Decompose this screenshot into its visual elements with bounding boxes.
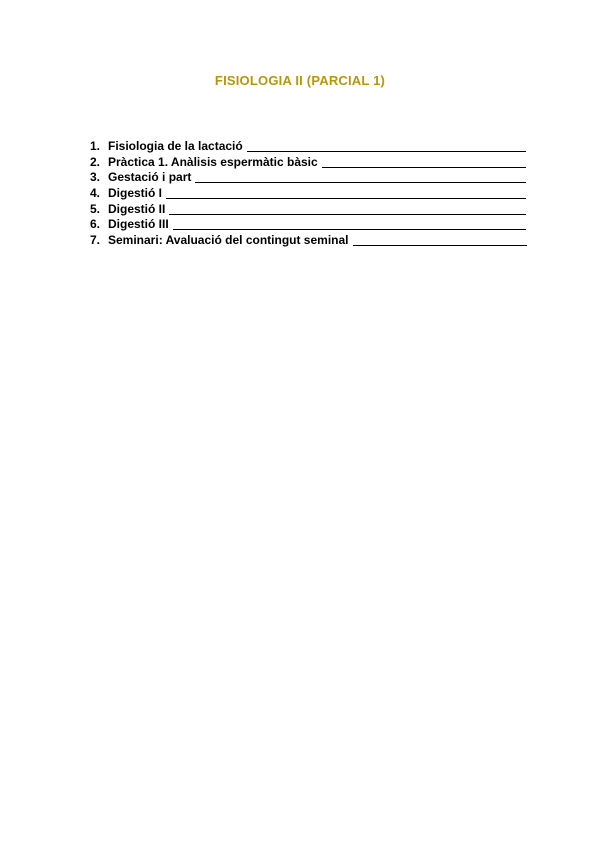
toc-item-number: 6.: [90, 217, 101, 232]
toc-item-number: 1.: [90, 139, 101, 153]
leader-line: [195, 182, 526, 183]
toc-item: [90, 155, 527, 171]
toc-item: [90, 217, 527, 233]
toc-item: [90, 186, 527, 202]
toc-item-label: Digestió III: [108, 217, 169, 232]
leader-line: [173, 229, 526, 230]
leader-line: [322, 167, 526, 168]
toc-item: [90, 202, 527, 218]
leader-line: [169, 214, 526, 215]
toc-item-label: Fisiologia de la lactació: [108, 139, 243, 153]
toc-item-number: 5.: [90, 201, 101, 216]
toc-item-label: Digestió I: [108, 186, 163, 201]
toc-item: [90, 139, 527, 155]
toc-item-label: Gestació i part: [108, 170, 192, 185]
leader-line: [247, 151, 526, 152]
toc-item: [90, 170, 527, 186]
document-title: FISIOLOGIA II (PARCIAL 1): [214, 73, 386, 88]
toc-item-number: 4.: [90, 186, 101, 201]
toc-item-label: Seminari: Avaluació del contingut seminal: [108, 233, 349, 248]
toc-item-label: Pràctica 1. Anàlisis espermàtic bàsic: [108, 154, 318, 169]
toc-item-number: 2.: [90, 154, 101, 169]
leader-line: [166, 198, 526, 199]
table-of-contents: [90, 139, 527, 249]
leader-line: [353, 245, 527, 246]
toc-item: [90, 233, 527, 249]
toc-item-number: 3.: [90, 170, 101, 185]
toc-item-number: 7.: [90, 233, 101, 248]
toc-item-label: Digestió II: [108, 201, 166, 216]
